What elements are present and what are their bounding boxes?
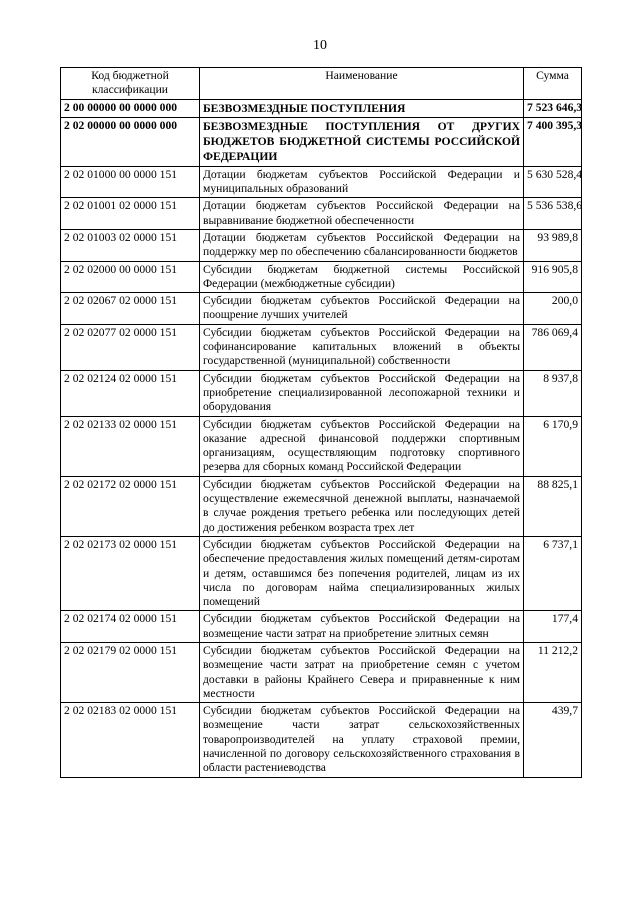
row-code: 2 02 02067 02 0000 151	[61, 293, 200, 325]
row-code: 2 02 02174 02 0000 151	[61, 611, 200, 643]
row-sum: 6 170,9	[524, 416, 582, 476]
row-sum: 93 989,8	[524, 229, 582, 261]
table-row	[61, 642, 582, 702]
row-name: Субсидии бюджетам субъектов Российской Федерации на возмещение части затрат на приобретение семян с учетом доставки в районы Крайнего Севера и приравненные к ним местности	[200, 642, 524, 702]
row-code: 2 02 02124 02 0000 151	[61, 370, 200, 416]
row-code: 2 02 01003 02 0000 151	[61, 229, 200, 261]
header-code: Код бюджетной классификации	[61, 68, 200, 100]
row-name: Субсидии бюджетам субъектов Российской Федерации на софинансирование капитальных вложений в объекты государственной (муниципальной) собственности	[200, 324, 524, 370]
table-row	[61, 99, 582, 117]
header-name: Наименование	[200, 68, 524, 100]
row-code: 2 02 02133 02 0000 151	[61, 416, 200, 476]
table-header-row	[61, 68, 582, 100]
table-row	[61, 293, 582, 325]
row-sum: 88 825,1	[524, 476, 582, 536]
row-name: БЕЗВОЗМЕЗДНЫЕ ПОСТУПЛЕНИЯ ОТ ДРУГИХ БЮДЖЕТОВ БЮДЖЕТНОЙ СИСТЕМЫ РОССИЙСКОЙ ФЕДЕРАЦИИ	[200, 117, 524, 166]
row-sum: 7 523 646,3	[524, 99, 582, 117]
row-sum: 6 737,1	[524, 536, 582, 610]
table-row	[61, 370, 582, 416]
row-name: Дотации бюджетам субъектов Российской Федерации на выравнивание бюджетной обеспеченности	[200, 198, 524, 230]
row-name: Субсидии бюджетам бюджетной системы Российской Федерации (межбюджетные субсидии)	[200, 261, 524, 293]
row-sum: 11 212,2	[524, 642, 582, 702]
table-row	[61, 166, 582, 198]
table-row	[61, 703, 582, 777]
budget-revenue-table	[60, 67, 582, 778]
table-row	[61, 261, 582, 293]
row-name: БЕЗВОЗМЕЗДНЫЕ ПОСТУПЛЕНИЯ	[200, 99, 524, 117]
row-sum: 7 400 395,3	[524, 117, 582, 166]
row-code: 2 02 01000 00 0000 151	[61, 166, 200, 198]
row-code: 2 02 02172 02 0000 151	[61, 476, 200, 536]
row-name: Субсидии бюджетам субъектов Российской Федерации на поощрение лучших учителей	[200, 293, 524, 325]
page-number: 10	[313, 38, 327, 53]
row-name: Субсидии бюджетам субъектов Российской Федерации на приобретение специализированной лесопожарной техники и оборудования	[200, 370, 524, 416]
row-sum: 5 630 528,4	[524, 166, 582, 198]
row-name: Дотации бюджетам субъектов Российской Федерации и муниципальных образований	[200, 166, 524, 198]
table-row	[61, 416, 582, 476]
row-name: Субсидии бюджетам субъектов Российской Федерации на обеспечение предоставления жилых помещений детям-сиротам и детям, оставшимся без попечения родителей, лицам из их числа по договорам найма специализированных жилых помещений	[200, 536, 524, 610]
row-name: Дотации бюджетам субъектов Российской Федерации на поддержку мер по обеспечению сбалансированности бюджетов	[200, 229, 524, 261]
table-row	[61, 324, 582, 370]
table-row	[61, 536, 582, 610]
table-row	[61, 198, 582, 230]
row-name: Субсидии бюджетам субъектов Российской Федерации на осуществление ежемесячной денежной выплаты, назначаемой в случае рождения третьего ребенка или последующих детей до достижения ребенком возраста трех лет	[200, 476, 524, 536]
row-code: 2 02 02173 02 0000 151	[61, 536, 200, 610]
table-row	[61, 476, 582, 536]
row-code: 2 00 00000 00 0000 000	[61, 99, 200, 117]
row-code: 2 02 02179 02 0000 151	[61, 642, 200, 702]
table-row	[61, 611, 582, 643]
table-row	[61, 229, 582, 261]
row-sum: 200,0	[524, 293, 582, 325]
row-name: Субсидии бюджетам субъектов Российской Федерации на возмещение части затрат на приобретение элитных семян	[200, 611, 524, 643]
row-code: 2 02 01001 02 0000 151	[61, 198, 200, 230]
row-sum: 5 536 538,6	[524, 198, 582, 230]
row-code: 2 02 02077 02 0000 151	[61, 324, 200, 370]
row-sum: 439,7	[524, 703, 582, 777]
header-sum: Сумма	[524, 68, 582, 100]
row-sum: 916 905,8	[524, 261, 582, 293]
table-row	[61, 117, 582, 166]
row-code: 2 02 00000 00 0000 000	[61, 117, 200, 166]
row-name: Субсидии бюджетам субъектов Российской Федерации на возмещение части затрат сельскохозяйственных товаропроизводителей на уплату страховой премии, начисленной по договору сельскохозяйственного страхования в области растениеводства	[200, 703, 524, 777]
row-sum: 8 937,8	[524, 370, 582, 416]
row-code: 2 02 02183 02 0000 151	[61, 703, 200, 777]
row-sum: 786 069,4	[524, 324, 582, 370]
row-sum: 177,4	[524, 611, 582, 643]
row-name: Субсидии бюджетам субъектов Российской Федерации на оказание адресной финансовой поддержки спортивным организациям, осуществляющим подготовку спортивного резерва для сборных команд Российской Федерации	[200, 416, 524, 476]
row-code: 2 02 02000 00 0000 151	[61, 261, 200, 293]
